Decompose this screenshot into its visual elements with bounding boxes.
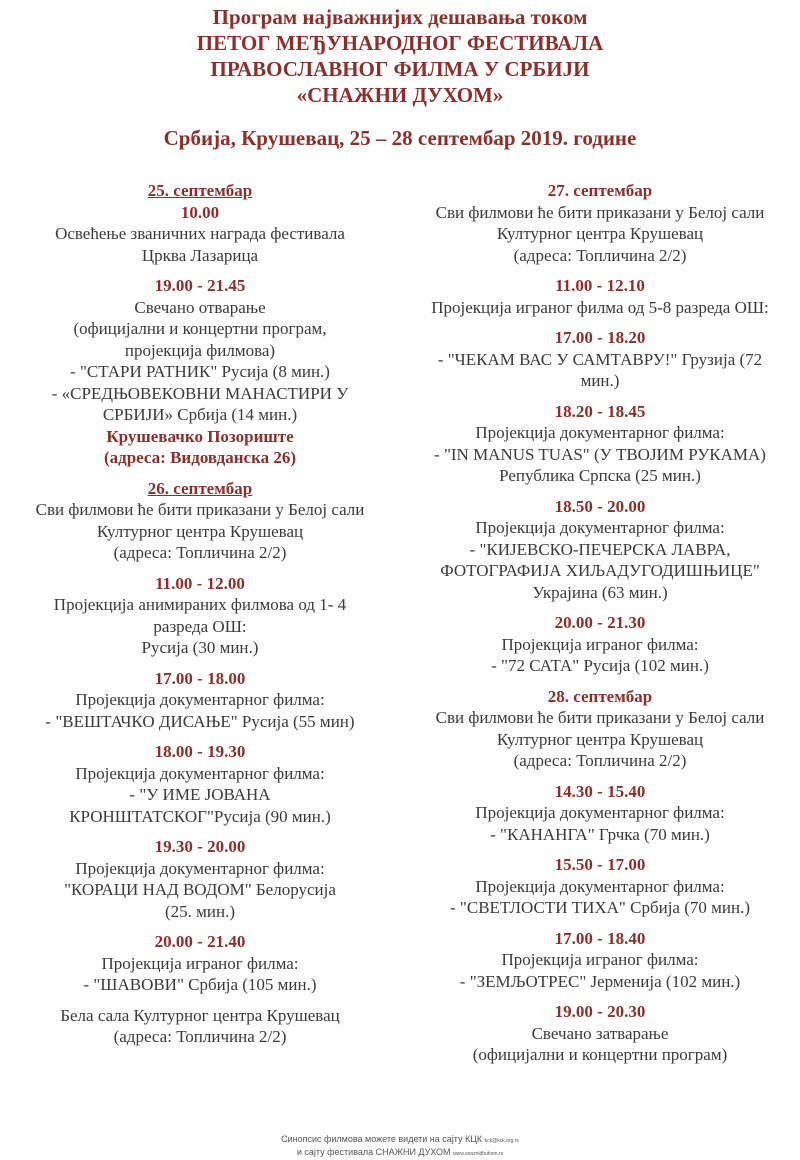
footer-website: www.snaznidhuhom.rs bbox=[453, 1151, 504, 1157]
event-line: (25. мин.) bbox=[164, 901, 236, 921]
event-time: 19.00 - 21.45 bbox=[154, 276, 246, 295]
event-line: разреда ОШ: bbox=[153, 616, 247, 636]
event-block bbox=[400, 612, 800, 677]
event-line: - "СТАРИ РАТНИК" Русија (8 мин.) bbox=[70, 362, 330, 381]
event-line: Украјина (63 мин.) bbox=[532, 582, 668, 602]
footer-note bbox=[0, 1134, 800, 1160]
right-column bbox=[400, 180, 800, 1075]
event-time: 18.50 - 20.00 bbox=[554, 496, 646, 516]
venue-line: (адреса: Видовданска 26) bbox=[103, 448, 297, 467]
intro-line: Сви филмови ће бити приказани у Белој сали bbox=[435, 202, 765, 222]
event-time: 19.30 - 20.00 bbox=[154, 837, 246, 856]
footer-text: и сајту фестивала СНАЖНИ ДУХОМ bbox=[296, 1147, 451, 1157]
event-line: Пројекција документарног филма: bbox=[475, 803, 725, 822]
event-block bbox=[400, 781, 800, 846]
intro-line: Сви филмови ће бити приказани у Белој сали bbox=[35, 500, 365, 519]
event-time: 17.00 - 18.00 bbox=[154, 668, 246, 688]
event-block bbox=[0, 836, 400, 922]
header-line-1: Програм најважнијих дешавања током bbox=[212, 5, 588, 29]
event-line: - "ШАВОВИ" Србија (105 мин.) bbox=[83, 975, 317, 994]
event-line: Освећење званичних награда фестивала bbox=[55, 224, 345, 243]
event-line: - "ВЕШТАЧКО ДИСАЊЕ" Русија (55 мин) bbox=[45, 711, 355, 731]
intro-line: Културног центра Крушевац bbox=[496, 729, 704, 749]
event-line: Пројекција документарног филма: bbox=[475, 423, 725, 442]
event-line: ФОТОГРАФИЈА ХИЉАДУГОДИШЊИЦЕ" bbox=[440, 561, 760, 580]
event-line: мин.) bbox=[580, 371, 620, 390]
intro-line: (адреса: Топличина 2/2) bbox=[513, 751, 687, 770]
event-line: КРОНШТАТСКОГ"Русија (90 мин.) bbox=[69, 806, 331, 826]
footer-text: Синопсис филмова можете видети на сајту КЦК bbox=[281, 1134, 483, 1144]
outro-line: (адреса: Топличина 2/2) bbox=[113, 1027, 287, 1046]
date-heading: 26. септембар bbox=[147, 478, 253, 498]
event-time: 18.20 - 18.45 bbox=[554, 401, 646, 421]
event-line: Свечано затварање bbox=[531, 1023, 669, 1043]
date-heading: 27. септембар bbox=[547, 181, 653, 200]
event-line: - "СВЕТЛОСТИ ТИХА" Србија (70 мин.) bbox=[450, 898, 750, 917]
event-time: 14.30 - 15.40 bbox=[554, 781, 646, 801]
event-line: Свечано отварање bbox=[134, 297, 266, 317]
event-line: - «СРЕДЊОВЕКОВНИ МАНАСТИРИ У bbox=[51, 383, 349, 403]
event-line: Пројекција играног филма: bbox=[501, 634, 699, 654]
event-time: 20.00 - 21.30 bbox=[554, 613, 646, 632]
event-line: Пројекција документарног филма: bbox=[475, 876, 725, 896]
intro-line: (адреса: Топличина 2/2) bbox=[513, 245, 687, 265]
event-time: 18.00 - 19.30 bbox=[154, 742, 246, 761]
event-block bbox=[0, 668, 400, 733]
outro-block bbox=[0, 1005, 400, 1048]
event-block bbox=[0, 931, 400, 996]
event-line: Пројекција играног филма од 5-8 разреда ОШ: bbox=[431, 297, 769, 317]
intro-line: (адреса: Топличина 2/2) bbox=[113, 543, 287, 562]
event-line: Пројекција документарног филма: bbox=[75, 690, 325, 709]
day-sep28 bbox=[400, 686, 800, 772]
event-line: Република Српска (25 мин.) bbox=[499, 466, 701, 485]
event-line: пројекција филмова) bbox=[124, 340, 276, 360]
venue-line: Крушевачко Позориште bbox=[106, 426, 294, 446]
event-line: СРБИЈИ» Србија (14 мин.) bbox=[102, 405, 298, 424]
date-heading: 28. септембар bbox=[547, 686, 653, 706]
event-time: 20.00 - 21.40 bbox=[154, 932, 246, 951]
poster-header bbox=[0, 4, 800, 151]
event-time: 11.00 - 12.10 bbox=[555, 276, 645, 295]
event-block bbox=[0, 573, 400, 659]
event-line: Пројекција играног филма: bbox=[101, 953, 299, 973]
header-line-3: ПРАВОСЛАВНОГ ФИЛМА У СРБИЈИ bbox=[210, 57, 590, 81]
event-block bbox=[400, 496, 800, 604]
event-time: 17.00 - 18.40 bbox=[554, 928, 646, 948]
footer-email: kck@kck.org.rs bbox=[484, 1138, 519, 1144]
event-line: - "IN MANUS TUAS" (У ТВОЈИМ РУКАМА) bbox=[434, 444, 766, 464]
event-time: 19.00 - 20.30 bbox=[554, 1002, 646, 1021]
event-block bbox=[400, 1001, 800, 1066]
intro-line: Сви филмови ће бити приказани у Белој сали bbox=[435, 708, 765, 727]
event-block bbox=[400, 928, 800, 993]
event-line: Пројекција документарног филма: bbox=[75, 763, 325, 783]
date-heading: 25. септембар bbox=[147, 181, 253, 200]
header-line-2: ПЕТОГ МЕЂУНАРОДНОГ ФЕСТИВАЛА bbox=[196, 31, 604, 55]
event-block bbox=[400, 327, 800, 392]
event-line: - "КАНАНГА" Грчка (70 мин.) bbox=[490, 824, 710, 844]
event-line: Пројекција анимираних филмова од 1- 4 bbox=[53, 595, 347, 614]
footer-line-1 bbox=[0, 1134, 800, 1147]
event-time: 10.00 bbox=[180, 202, 220, 222]
event-block bbox=[400, 401, 800, 487]
event-block bbox=[400, 275, 800, 318]
event-line: - "ЧЕКАМ ВАС У САМТАВРУ!" Грузија (72 bbox=[437, 349, 763, 369]
left-column bbox=[0, 180, 400, 1057]
intro-line: Културног центра Крушевац bbox=[496, 224, 704, 243]
day-sep27 bbox=[400, 180, 800, 266]
event-line: Пројекција документарног филма: bbox=[75, 858, 325, 878]
event-line: - "72 САТА" Русија (102 мин.) bbox=[491, 656, 709, 675]
intro-line: Културног центра Крушевац bbox=[96, 521, 304, 541]
event-time: 17.00 - 18.20 bbox=[554, 328, 646, 347]
event-line: "КОРАЦИ НАД ВОДОМ" Белорусија bbox=[64, 880, 336, 899]
event-line: Русија (30 мин.) bbox=[141, 638, 259, 657]
outro-line: Бела сала Културног центра Крушевац bbox=[60, 1005, 340, 1025]
event-line: (официјални и концертни програм, bbox=[73, 319, 327, 338]
header-line-4: «СНАЖНИ ДУХОМ» bbox=[296, 83, 504, 107]
event-time: 11.00 - 12.00 bbox=[155, 573, 245, 593]
event-block bbox=[400, 854, 800, 919]
event-line: Црква Лазарица bbox=[141, 245, 259, 265]
event-line: - "ЗЕМЉОТРЕС" Јерменија (102 мин.) bbox=[459, 971, 741, 991]
event-line: - "КИЈЕВСКО-ПЕЧЕРСКА ЛАВРА, bbox=[469, 539, 731, 559]
event-block bbox=[0, 275, 400, 469]
footer-line-2 bbox=[0, 1147, 800, 1160]
event-line: Пројекција документарног филма: bbox=[475, 518, 725, 537]
event-time: 15.50 - 17.00 bbox=[554, 855, 646, 874]
event-line: Пројекција играног филма: bbox=[501, 950, 699, 969]
header-subtitle: Србија, Крушевац, 25 – 28 септембар 2019. године bbox=[163, 126, 637, 150]
day-sep26 bbox=[0, 478, 400, 564]
event-block bbox=[0, 741, 400, 827]
day-sep25 bbox=[0, 180, 400, 266]
event-line: (официјални и концертни програм) bbox=[472, 1045, 728, 1064]
event-line: - "У ИМЕ ЈОВАНА bbox=[129, 785, 271, 804]
